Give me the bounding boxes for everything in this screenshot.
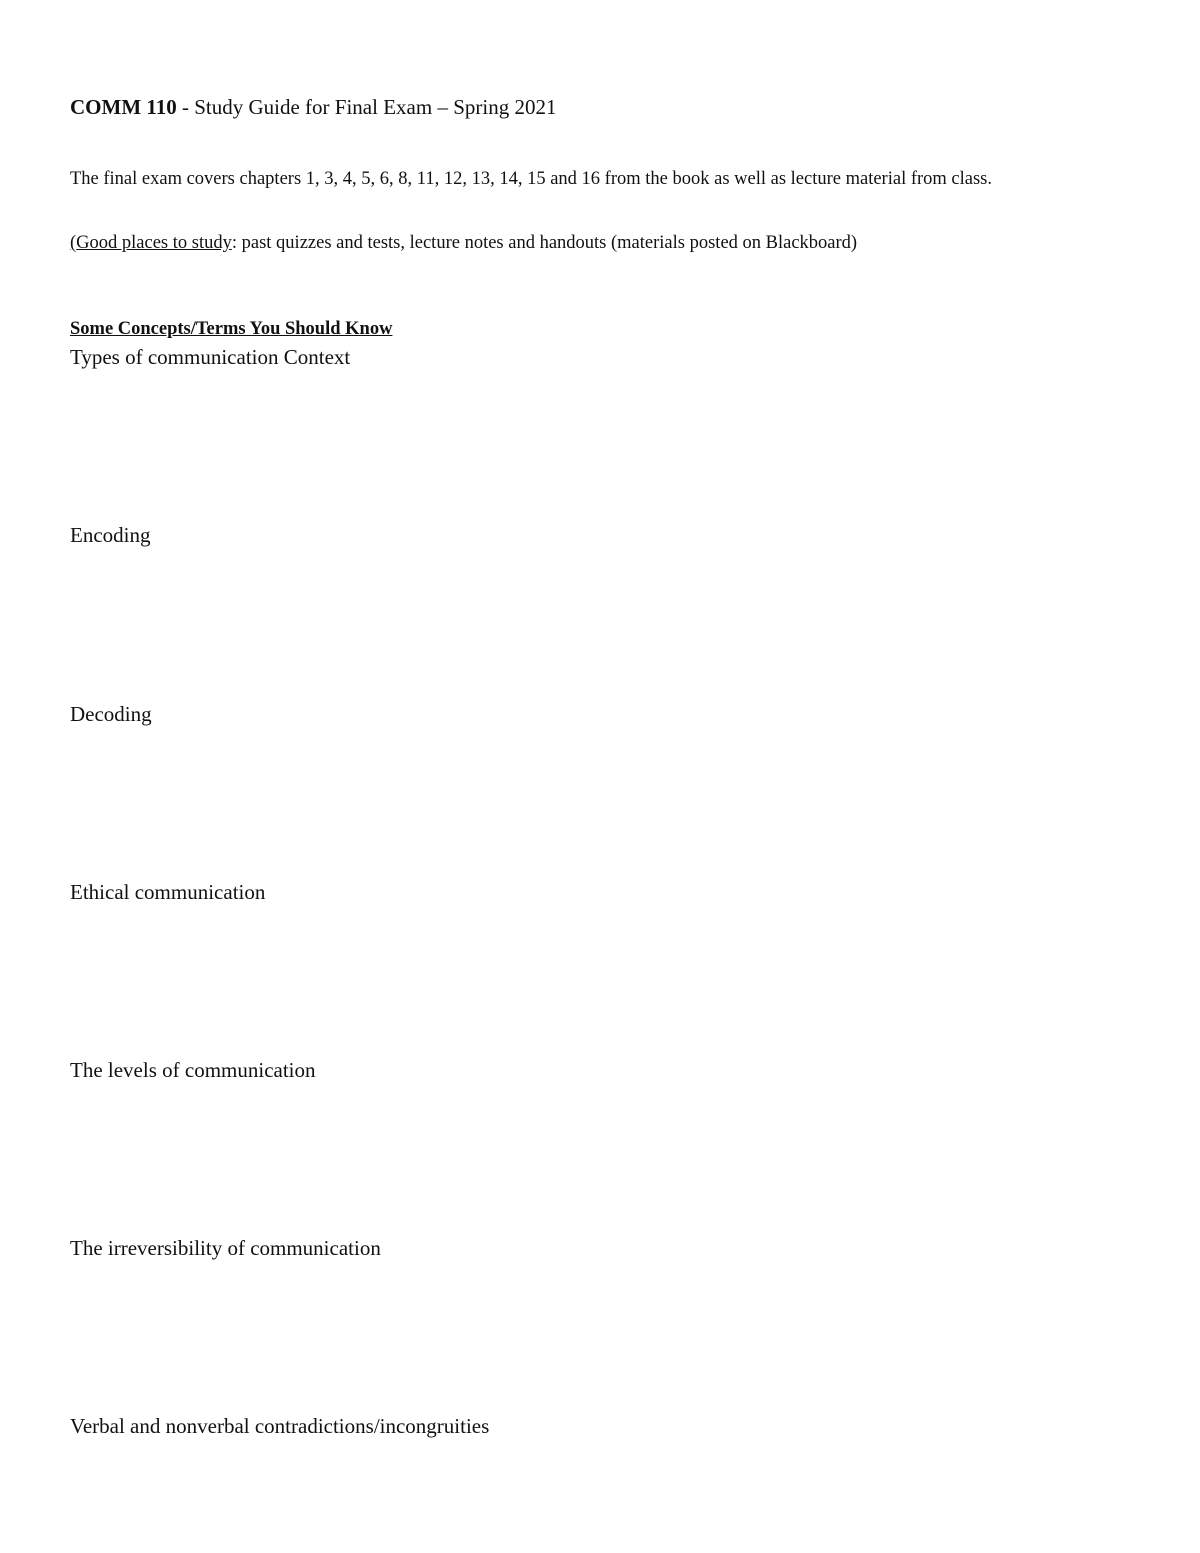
exam-coverage-paragraph: The final exam covers chapters 1, 3, 4, 5, 6, 8, 11, 12, 13, 14, 15 and 16 from the book as well as lecture material from class. [70,169,993,189]
title-text: - Study Guide for Final Exam – Spring 2021 [176,95,557,119]
study-text: : past quizzes and tests, lecture notes and handouts (materials posted on Blackboard) [231,233,858,253]
term-item: Encoding [70,523,151,547]
open-paren: ( [70,233,77,253]
document-title [70,95,556,120]
term-item: Types of communication Context [70,345,351,369]
term-item: The levels of communication [70,1058,316,1082]
term-item: The irreversibility of communication [70,1236,381,1260]
study-tips-line [70,233,857,254]
course-code: COMM 110 [70,95,177,119]
section-heading: Some Concepts/Terms You Should Know [70,319,393,339]
study-label: Good places to study [76,233,232,253]
term-item: Decoding [70,702,152,726]
term-item: Verbal and nonverbal contradictions/incongruities [70,1414,490,1438]
term-item: Ethical communication [70,880,266,904]
